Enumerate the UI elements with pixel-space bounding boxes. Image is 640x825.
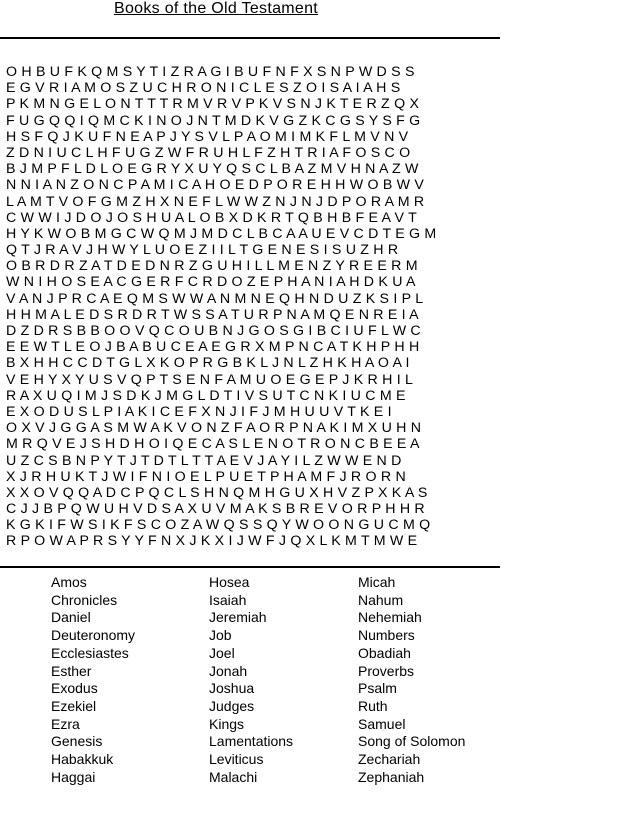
- word-list-item: Joel: [209, 644, 235, 661]
- grid-row: C J J B P Q W U H V D S A X U V M A K S B R E V O R P H H R: [6, 501, 425, 518]
- word-list-item: Leviticus: [209, 751, 264, 768]
- grid-row: C W W I J D O J O S H U A L O B X D K R T Q B H B F E A V T: [6, 209, 417, 226]
- word-list-column-3: [358, 574, 465, 786]
- grid-row: N N I A N Z O N C P A M I C A H O E D P O R E H H W O B W V: [6, 177, 425, 194]
- grid-row: H Y K W O B M G C W Q M J M D C L B C A A U E V C D T E G M: [6, 225, 437, 242]
- word-list-item: Joshua: [209, 680, 255, 697]
- word-list-item: Song of Solomon: [358, 733, 466, 750]
- grid-row: P K M N G E L O N T T T R M V R V P K V S N J K T E R Z Q X: [6, 96, 420, 113]
- grid-row: H H M A L E D S R D R T W S S A T U R P N A M Q E N R E I A: [6, 306, 419, 323]
- word-list-column-1: [51, 574, 135, 786]
- grid-row: K G K I F W S I K F S C O Z A W Q S S Q Y W O O N G U C M Q: [6, 517, 431, 534]
- word-list-item: Zechariah: [358, 751, 421, 768]
- grid-row: V E H Y X Y U S V Q P T S E N F A M U O E G E P J K R H I L: [6, 371, 414, 388]
- word-list-item: Psalm: [358, 680, 397, 697]
- grid-row: R P O W A P R S Y Y F N X J K X I J W F J Q X L K M T M W E: [6, 533, 418, 550]
- grid-row: B X H H C C D T G L X K O P R G B K L J N L Z H K H A O A I: [6, 355, 410, 372]
- word-list-item: Ruth: [358, 697, 388, 714]
- grid-row: R A X U Q I M J S D K J M G L D T I V S U T C N K I U C M E: [6, 387, 406, 404]
- word-list-item: Ezra: [51, 715, 80, 732]
- word-list-item: Nehemiah: [358, 609, 422, 626]
- word-list-item: Ecclesiastes: [51, 644, 129, 661]
- grid-row: F U G Q Q I Q M C K I N O J N T M D K V G Z K C G S Y S F G: [6, 112, 421, 129]
- word-list-item: Lamentations: [209, 733, 294, 750]
- word-list-item: Hosea: [209, 574, 250, 590]
- grid-row: B J M P F L D L O E G R Y X U Y Q S C L B A Z M V H N A Z W: [6, 161, 419, 178]
- word-list-item: Amos: [51, 574, 87, 590]
- word-list-item: Zephaniah: [358, 768, 425, 785]
- word-list-item: Kings: [209, 715, 245, 732]
- word-list-item: Proverbs: [358, 662, 415, 679]
- word-list-item: Habakkuk: [51, 751, 114, 768]
- word-list-item: Jonah: [209, 662, 248, 679]
- word-list-item: Deuteronomy: [51, 627, 136, 644]
- grid-row: Z D N I U C L H F U G Z W F R U H L F Z H T R I A F O S C O: [6, 144, 411, 161]
- word-list-column-2: [209, 574, 293, 786]
- word-list-item: Chronicles: [51, 591, 118, 608]
- grid-row: M R Q V E J S H D H O I Q E C A S L E N O T R O N C B E E A: [6, 436, 420, 453]
- word-list-item: Haggai: [51, 768, 96, 785]
- grid-row: U Z C S B N P Y T J T D T L T T A E V J A Y I L Z W W E N D: [6, 452, 402, 469]
- top-divider: [0, 37, 500, 39]
- grid-row: O X V J G G A S M W A K V O N Z F A O R P N A K I M X U H N: [6, 420, 422, 437]
- grid-row: X X O V Q Q A D C P Q C L S H N Q M H G U X H V Z P X K A S: [6, 484, 428, 501]
- grid-row: E E W T L E O J B A B U C E A E G R X M P N C A T K H P H H: [6, 339, 420, 356]
- word-list-item: Malachi: [209, 768, 258, 785]
- word-list-item: Numbers: [358, 627, 415, 644]
- grid-row: Q T J R A V J H W Y L U O E Z I I L T G E N E S I S U Z H R: [6, 242, 399, 259]
- grid-row: L A M T V O F G M Z H X N E F L W W Z N J N J D P O R A M R: [6, 193, 425, 210]
- grid-row: V A N J P R C A E Q M S W W A N M N E Q H N D U Z K S I P L: [6, 290, 424, 307]
- word-list-item: Nahum: [358, 591, 404, 608]
- word-list-item: Daniel: [51, 609, 91, 626]
- grid-row: D Z D R S B B O O V Q C O U B N J G O S G I B C I U F L W C: [6, 323, 421, 339]
- word-list-item: Isaiah: [209, 591, 247, 608]
- word-list-item: Ezekiel: [51, 697, 97, 714]
- grid-row: O H B U F K Q M S Y T I Z R A G I B U F N F X S N P W D S S: [6, 64, 415, 80]
- word-list-item: Genesis: [51, 733, 103, 750]
- letter-grid: [6, 64, 436, 550]
- grid-row: E G V R I A M O S Z U C H R O N I C L E S Z O I S A I A H S: [6, 80, 401, 97]
- word-list-item: Micah: [358, 574, 396, 590]
- grid-row: X J R H U K T J W I F N I O E L P U E T P H A M F J R O R N: [6, 468, 406, 485]
- grid-row: H S F Q J K U F N E A P J Y S V L P A O M I M K F L M V N V: [6, 128, 409, 145]
- word-list-item: Job: [209, 627, 232, 644]
- bottom-divider: [0, 566, 500, 568]
- word-list-item: Obadiah: [358, 644, 411, 661]
- word-list-item: Jeremiah: [209, 609, 267, 626]
- grid-row: O B R D R Z A T D E D N R Z G U H I L L M E N Z Y R E E R M: [6, 258, 418, 275]
- word-list-item: Judges: [209, 697, 255, 714]
- word-list-item: Exodus: [51, 680, 98, 697]
- page-title: Books of the Old Testament: [114, 0, 319, 17]
- word-list-item: Samuel: [358, 715, 406, 732]
- grid-row: W N I H O S E A C G E R F C R D O Z E P H A N I A H D K U A: [6, 274, 416, 291]
- grid-row: E X O D U S L P I A K I C E F X N J I F J M H U U V T K E I: [6, 403, 392, 420]
- word-list-item: Esther: [51, 662, 92, 679]
